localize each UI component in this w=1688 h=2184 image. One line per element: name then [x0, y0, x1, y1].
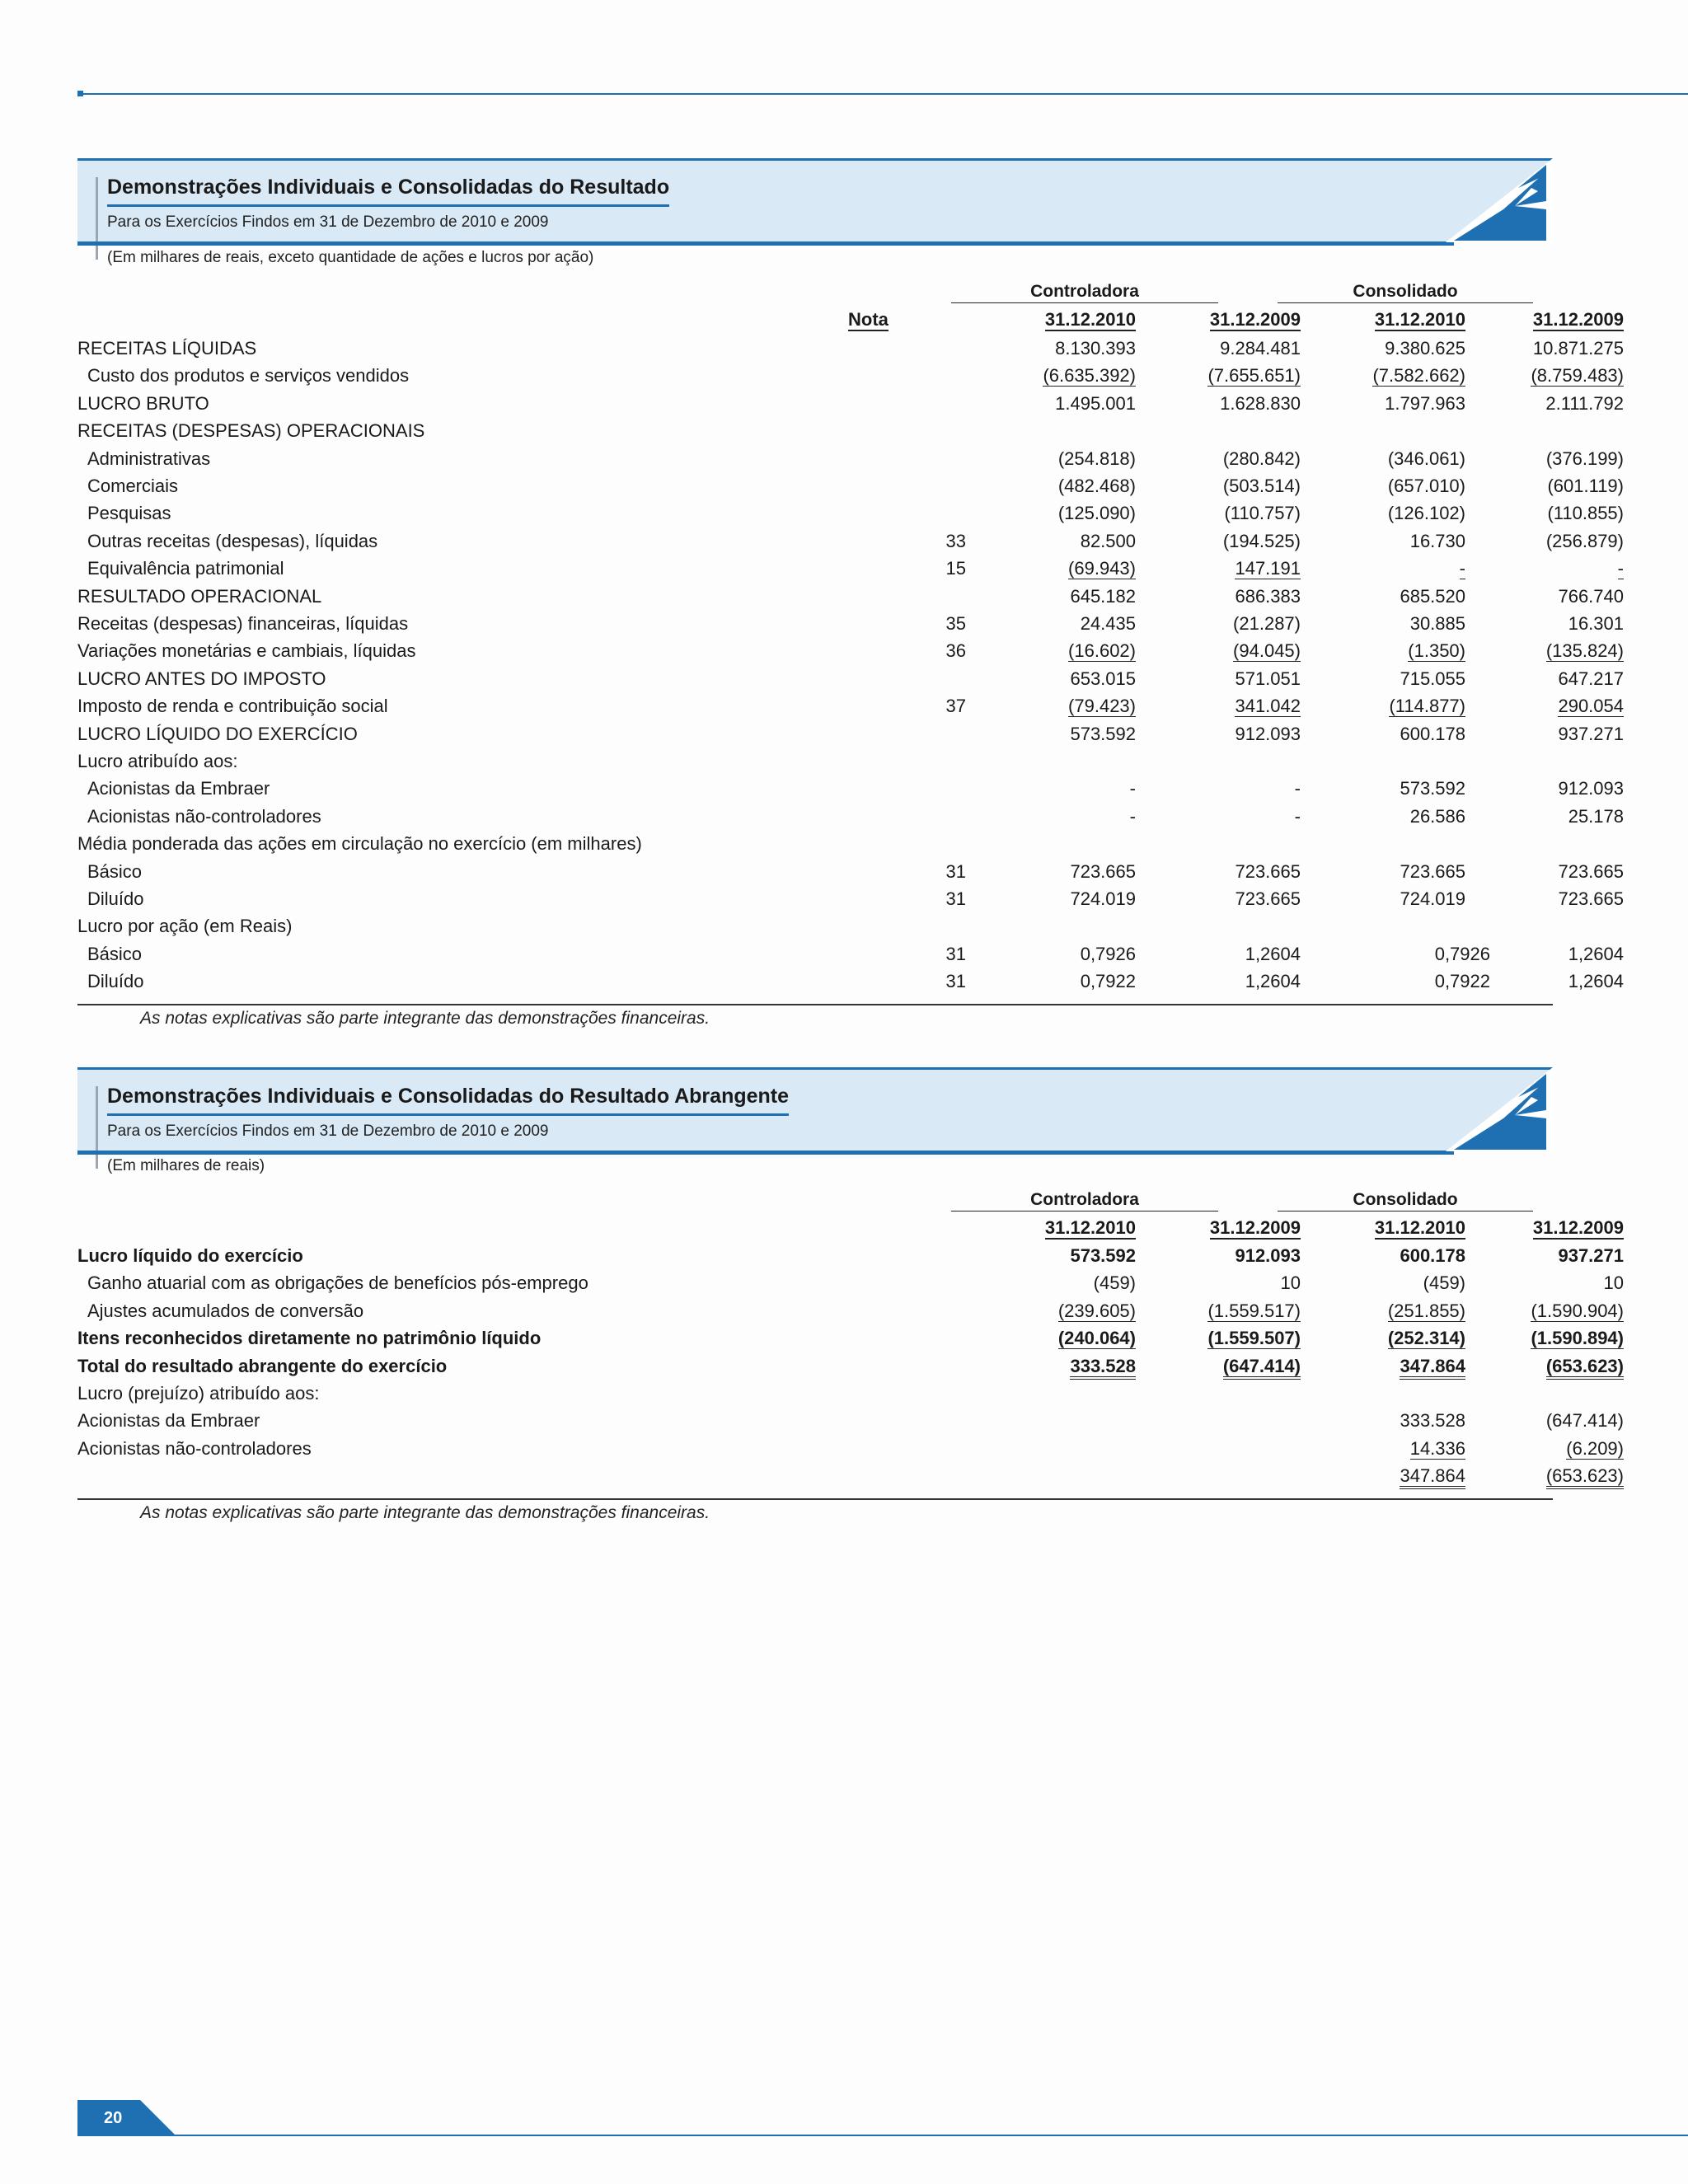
value-cell: (194.525)	[1222, 530, 1301, 551]
row-label: LUCRO ANTES DO IMPOSTO	[77, 668, 326, 689]
value-cell: 723.665	[1400, 860, 1465, 882]
value-cell: 1.628.830	[1220, 392, 1301, 414]
value-cell: 1.495.001	[1055, 392, 1136, 414]
value-cell: (94.045)	[1233, 640, 1301, 662]
value-cell: (601.119)	[1547, 476, 1624, 496]
value-cell: 600.178	[1400, 1245, 1465, 1266]
value-cell: (1.590.894)	[1531, 1328, 1624, 1349]
table-row	[77, 1297, 1624, 1324]
date-header: 31.12.2010	[1044, 1217, 1136, 1238]
table-row	[77, 527, 1624, 555]
table-row	[77, 417, 1553, 444]
group-header-consolidado: Consolidado	[1278, 282, 1533, 303]
value-cell: 723.665	[1235, 888, 1301, 909]
table-row	[77, 1352, 1624, 1380]
value-cell: 766.740	[1558, 585, 1624, 607]
value-cell: (126.102)	[1387, 503, 1465, 524]
table-row	[77, 499, 1624, 527]
section2-title: Demonstrações Individuais e Consolidadas do Resultado Abrangente	[107, 1085, 789, 1116]
value-cell: 9.284.481	[1220, 338, 1301, 359]
value-cell: 1,2604	[1568, 943, 1624, 964]
group-header-controladora: Controladora	[951, 282, 1218, 303]
value-cell: 24.435	[1080, 613, 1136, 634]
table-row	[77, 555, 1624, 582]
table-row	[77, 1269, 1624, 1296]
value-cell: (653.623)	[1465, 1465, 1624, 1487]
value-cell: 912.093	[1558, 778, 1624, 799]
row-nota: 35	[945, 613, 966, 634]
value-cell: 14.336	[1409, 1437, 1465, 1459]
table-row	[77, 748, 1553, 775]
value-cell: 573.592	[1070, 1245, 1136, 1266]
value-cell: 724.019	[1070, 888, 1136, 909]
value-cell: (16.602)	[1068, 640, 1136, 662]
row-label: Lucro por ação (em Reais)	[77, 916, 293, 937]
value-cell: (114.877)	[1389, 696, 1465, 717]
value-cell: 2.111.792	[1545, 392, 1624, 414]
table-row	[77, 1242, 1624, 1269]
row-label: Lucro líquido do exercício	[77, 1245, 303, 1266]
table-row	[77, 720, 1624, 748]
table-row	[77, 968, 1624, 995]
value-cell: 25.178	[1568, 805, 1624, 827]
value-cell: -	[1617, 558, 1624, 579]
date-header: 31.12.2009	[1532, 309, 1624, 330]
value-cell: 333.528	[951, 1356, 1136, 1377]
value-cell: (79.423)	[1068, 696, 1136, 717]
row-label: RESULTADO OPERACIONAL	[77, 585, 322, 607]
value-cell: 0,7922	[1434, 971, 1490, 992]
value-cell: 341.042	[1235, 696, 1301, 717]
table-row	[77, 1380, 1553, 1407]
table-row	[77, 830, 1553, 857]
row-label: Acionistas não-controladores	[87, 805, 321, 827]
bottom-rule	[153, 2135, 1688, 2136]
table-row	[77, 335, 1624, 362]
row-label: RECEITAS LÍQUIDAS	[77, 338, 257, 359]
value-cell: 0,7926	[1080, 943, 1136, 964]
row-label: Acionistas da Embraer	[87, 778, 270, 799]
row-nota: 15	[945, 558, 966, 579]
top-rule	[79, 93, 1688, 95]
value-cell: (503.514)	[1222, 476, 1301, 496]
value-cell: 1.797.963	[1385, 392, 1465, 414]
value-cell: (459)	[1093, 1272, 1136, 1294]
value-cell: (256.879)	[1545, 530, 1624, 551]
value-cell: 1,2604	[1568, 971, 1624, 992]
section2-unit-note: (Em milhares de reais)	[107, 1157, 265, 1174]
value-cell: (252.314)	[1387, 1328, 1465, 1349]
row-label: Custo dos produtos e serviços vendidos	[87, 365, 410, 387]
value-cell: 0,7926	[1434, 943, 1490, 964]
value-cell: (6.209)	[1566, 1437, 1624, 1459]
table-row	[77, 1324, 1624, 1352]
value-cell: (459)	[1423, 1272, 1465, 1294]
value-cell: (647.414)	[1545, 1410, 1624, 1432]
section1-title: Demonstrações Individuais e Consolidadas do Resultado	[107, 176, 669, 207]
section1-subtitle: Para os Exercícios Findos em 31 de Dezembro de 2010 e 2009	[107, 213, 549, 231]
value-cell: 82.500	[1080, 530, 1136, 551]
table-row	[77, 858, 1624, 885]
row-label: Itens reconhecidos diretamente no patrimônio líquido	[77, 1328, 542, 1349]
value-cell: (7.655.651)	[1207, 365, 1301, 387]
header-side-bar	[96, 1086, 98, 1169]
table-row	[77, 637, 1624, 664]
value-cell: -	[1294, 805, 1301, 827]
value-cell: (251.855)	[1387, 1300, 1465, 1321]
section2-header	[77, 1067, 1553, 1151]
table-row	[77, 1435, 1624, 1462]
top-rule-marker	[77, 91, 83, 96]
value-cell: (1.350)	[1408, 640, 1465, 662]
row-label: Total do resultado abrangente do exercício	[77, 1355, 448, 1376]
table-row	[77, 1407, 1624, 1434]
value-cell: 347.864	[1301, 1356, 1465, 1377]
row-label: Acionistas da Embraer	[77, 1410, 260, 1432]
value-cell: 600.178	[1400, 723, 1465, 744]
value-cell: (376.199)	[1545, 448, 1624, 469]
page-number: 20	[104, 2109, 123, 2127]
row-label: Administrativas	[87, 448, 211, 469]
row-label: Comerciais	[87, 476, 179, 496]
value-cell: (110.757)	[1224, 503, 1301, 524]
row-label: Equivalência patrimonial	[87, 558, 284, 579]
value-cell: 10	[1603, 1272, 1624, 1294]
table-row	[77, 940, 1624, 968]
embraer-logo-icon	[1446, 158, 1553, 242]
value-cell: 723.665	[1235, 860, 1301, 882]
section1-footnote: As notas explicativas são parte integrante das demonstrações financeiras.	[140, 1009, 710, 1028]
row-nota: 31	[945, 888, 966, 909]
value-cell: 571.051	[1235, 668, 1301, 689]
value-cell: (239.605)	[1057, 1300, 1136, 1321]
header-baseline	[77, 241, 1454, 246]
row-label: Receitas (despesas) financeiras, líquidas	[77, 613, 409, 634]
row-nota: 37	[945, 696, 966, 717]
value-cell: -	[1294, 778, 1301, 799]
value-cell: 937.271	[1558, 723, 1624, 744]
value-cell: 723.665	[1558, 860, 1624, 882]
value-cell: -	[1129, 778, 1136, 799]
table-row	[77, 445, 1624, 472]
table-row	[77, 885, 1624, 912]
value-cell: 937.271	[1558, 1245, 1624, 1266]
section2-footnote: As notas explicativas são parte integrante das demonstrações financeiras.	[140, 1503, 710, 1522]
value-cell: 26.586	[1409, 805, 1465, 827]
row-label: Ganho atuarial com as obrigações de benefícios pós-emprego	[87, 1272, 588, 1294]
table-row	[77, 610, 1624, 637]
table-row	[77, 665, 1624, 692]
date-header: 31.12.2010	[1374, 1217, 1465, 1238]
value-cell: (21.287)	[1233, 613, 1301, 634]
table-row	[77, 472, 1624, 499]
value-cell: 686.383	[1235, 585, 1301, 607]
row-label: Outras receitas (despesas), líquidas	[87, 530, 378, 551]
value-cell: (1.559.517)	[1207, 1300, 1301, 1321]
section1-end-rule	[77, 1004, 1553, 1005]
value-cell: 333.528	[1400, 1410, 1465, 1432]
section2-subtitle: Para os Exercícios Findos em 31 de Dezembro de 2010 e 2009	[107, 1122, 549, 1140]
value-cell: 16.301	[1568, 613, 1624, 634]
value-cell: 912.093	[1235, 723, 1301, 744]
row-nota: 36	[945, 640, 966, 662]
row-label: RECEITAS (DESPESAS) OPERACIONAIS	[77, 420, 425, 442]
group-header-controladora: Controladora	[951, 1190, 1218, 1212]
row-label: Média ponderada das ações em circulação no exercício (em milhares)	[77, 833, 642, 855]
value-cell: 30.885	[1409, 613, 1465, 634]
value-cell: 715.055	[1400, 668, 1465, 689]
value-cell: 724.019	[1400, 888, 1465, 909]
page-number-tab	[77, 2100, 176, 2136]
section1-unit-note: (Em milhares de reais, exceto quantidade de ações e lucros por ação)	[107, 249, 594, 266]
value-cell: 10.871.275	[1532, 338, 1624, 359]
row-label: LUCRO LÍQUIDO DO EXERCÍCIO	[77, 723, 358, 744]
header-side-bar	[96, 177, 98, 260]
value-cell: (346.061)	[1387, 448, 1465, 469]
embraer-logo-icon	[1446, 1067, 1553, 1151]
value-cell: 647.217	[1558, 668, 1624, 689]
row-nota: 31	[945, 943, 966, 964]
value-cell: (657.010)	[1387, 476, 1465, 496]
value-cell: 653.015	[1070, 668, 1136, 689]
row-label: Diluído	[87, 888, 144, 909]
table-row	[77, 692, 1624, 719]
table-row	[77, 583, 1624, 610]
value-cell: 723.665	[1070, 860, 1136, 882]
value-cell: 573.592	[1400, 778, 1465, 799]
date-header: 31.12.2009	[1209, 1217, 1301, 1238]
value-cell: -	[1129, 805, 1136, 827]
table-row	[77, 912, 1553, 940]
row-label: Básico	[87, 943, 143, 964]
value-cell: (482.468)	[1057, 476, 1136, 496]
value-cell: (1.559.507)	[1207, 1328, 1301, 1349]
value-cell: (254.818)	[1057, 448, 1136, 469]
date-header: 31.12.2009	[1209, 309, 1301, 330]
row-label: Básico	[87, 860, 143, 882]
value-cell: (280.842)	[1222, 448, 1301, 469]
value-cell: (653.623)	[1465, 1356, 1624, 1377]
value-cell: 573.592	[1070, 723, 1136, 744]
value-cell: 645.182	[1070, 585, 1136, 607]
row-label: Lucro (prejuízo) atribuído aos:	[77, 1383, 320, 1404]
date-header: 31.12.2010	[1374, 309, 1465, 330]
header-baseline	[77, 1151, 1454, 1155]
table-row	[77, 362, 1624, 389]
value-cell: 147.191	[1235, 558, 1301, 579]
row-nota: 31	[945, 860, 966, 882]
group-header-consolidado: Consolidado	[1278, 1190, 1533, 1212]
date-header: 31.12.2009	[1532, 1217, 1624, 1238]
value-cell: -	[1459, 558, 1465, 579]
row-nota: 31	[945, 971, 966, 992]
row-label: Lucro atribuído aos:	[77, 751, 238, 771]
value-cell: (647.414)	[1136, 1356, 1301, 1377]
row-label: Variações monetárias e cambiais, líquidas	[77, 640, 416, 662]
row-label: LUCRO BRUTO	[77, 392, 209, 414]
value-cell: 16.730	[1409, 530, 1465, 551]
value-cell: 685.520	[1400, 585, 1465, 607]
table-row	[77, 775, 1624, 802]
value-cell: 723.665	[1558, 888, 1624, 909]
date-header: 31.12.2010	[1044, 309, 1136, 330]
row-label: Imposto de renda e contribuição social	[77, 696, 388, 717]
value-cell: (240.064)	[1057, 1328, 1136, 1349]
value-cell: (8.759.483)	[1531, 365, 1624, 387]
value-cell: 290.054	[1558, 696, 1624, 717]
value-cell: (110.855)	[1547, 503, 1624, 524]
table-row	[77, 1462, 1624, 1489]
row-label: Pesquisas	[87, 503, 171, 524]
table-row	[77, 390, 1624, 417]
row-label: Diluído	[87, 971, 144, 992]
row-nota: 33	[945, 530, 966, 551]
section1-header	[77, 158, 1553, 242]
value-cell: (7.582.662)	[1372, 365, 1465, 387]
value-cell: 0,7922	[1080, 971, 1136, 992]
row-label: Ajustes acumulados de conversão	[87, 1300, 364, 1321]
value-cell: (135.824)	[1545, 640, 1624, 662]
table-row	[77, 803, 1624, 830]
value-cell: 10	[1280, 1272, 1301, 1294]
value-cell: 8.130.393	[1055, 338, 1136, 359]
value-cell: 347.864	[1301, 1465, 1465, 1487]
section2-end-rule	[77, 1498, 1553, 1500]
value-cell: (125.090)	[1057, 503, 1136, 524]
value-cell: (1.590.904)	[1531, 1300, 1624, 1321]
nota-header: Nota	[848, 309, 889, 330]
value-cell: (6.635.392)	[1043, 365, 1136, 387]
row-label: Acionistas não-controladores	[77, 1437, 312, 1459]
value-cell: 912.093	[1235, 1245, 1301, 1266]
value-cell: 1,2604	[1245, 971, 1301, 992]
value-cell: 9.380.625	[1385, 338, 1465, 359]
value-cell: 1,2604	[1245, 943, 1301, 964]
value-cell: (69.943)	[1068, 558, 1136, 579]
